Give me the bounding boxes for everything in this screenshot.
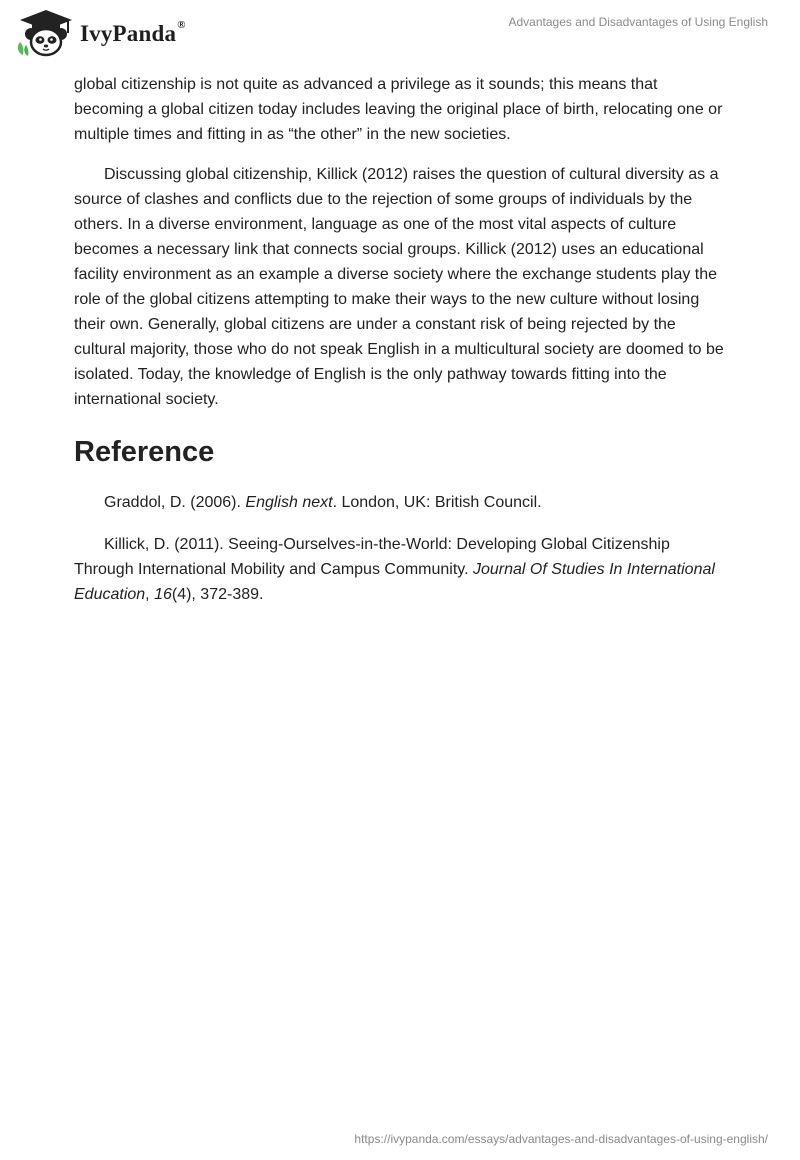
essay-content bbox=[74, 72, 726, 624]
registered-mark: ® bbox=[177, 19, 186, 32]
panda-graduate-icon bbox=[16, 9, 76, 57]
source-url[interactable]: https://ivypanda.com/essays/advantages-and-disadvantages-of-using-english/ bbox=[354, 1132, 768, 1146]
brand-logo[interactable] bbox=[16, 8, 186, 58]
reference-item: Graddol, D. (2006). English next. London, UK: British Council. bbox=[104, 494, 542, 511]
page-running-title: Advantages and Disadvantages of Using English bbox=[508, 15, 768, 29]
brand-name: IvyPanda® bbox=[80, 19, 186, 46]
body-paragraph: global citizenship is not quite as advanced a privilege as it sounds; this means that becoming a global citizen today includes leaving the original place of birth, relocating one or multiple times and fitting in as “the other” in the new societies. bbox=[74, 76, 723, 143]
body-paragraph: Discussing global citizenship, Killick (2012) raises the question of cultural diversity as a source of clashes and conflicts due to the rejection of some groups of individuals by the others. In a diverse environment, language as one of the most vital aspects of culture becomes a necessary link that connects social groups. Killick (2012) uses an educational facility environment as an example a diverse society where the exchange students play the role of the global citizens attempting to make their ways to the new culture without losing their own. Generally, global citizens are under a constant risk of being rejected by the cultural majority, those who do not speak English in a multicultural society are doomed to be isolated. Today, the knowledge of English is the only pathway towards fitting into the international society. bbox=[74, 166, 724, 408]
reference-item: Killick, D. (2011). Seeing-Ourselves-in-the-World: Developing Global Citizenship Through International Mobility and Campus Community. Journal Of Studies In International Education, 16(4), 372-389. bbox=[74, 536, 715, 603]
reference-heading: Reference bbox=[74, 436, 215, 468]
reference-volume: 16 bbox=[154, 586, 172, 603]
reference-title: English next bbox=[245, 494, 333, 511]
reference-journal: Journal Of Studies In International Education bbox=[74, 561, 715, 603]
